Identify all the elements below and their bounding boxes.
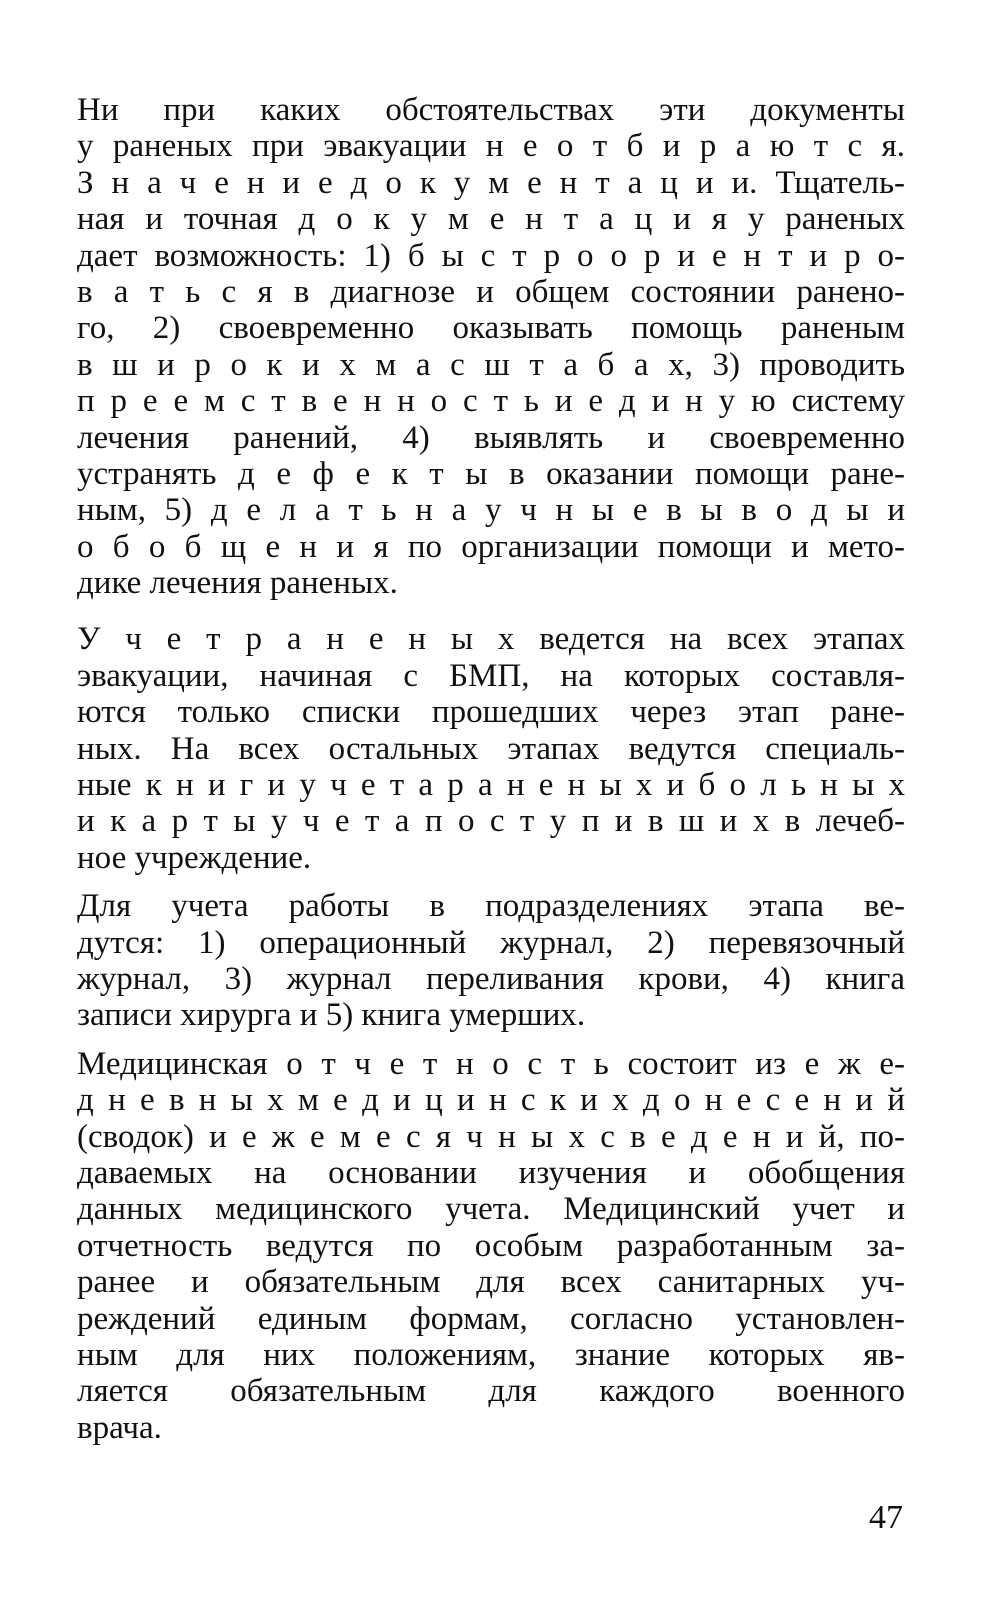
text-line: Медицинская о т ч е т н о с т ь состоит из е ж е- — [77, 1045, 905, 1082]
paragraph-gap — [77, 601, 905, 621]
text-line: д н е в н ы х м е д и ц и н с к и х д о н е с е н и й — [77, 1082, 905, 1119]
text-line: ным, 5) д е л а т ь н а у ч н ы е в ы в о д ы и — [77, 492, 905, 529]
paragraph-gap — [77, 876, 905, 888]
text-line: У ч е т р а н е н ы х ведется на всех этапах — [77, 621, 905, 658]
text-line: ных. На всех остальных этапах ведутся специаль- — [77, 730, 905, 767]
text-line: данных медицинского учета. Медицинский учет и — [77, 1191, 905, 1228]
text-line: в а т ь с я в диагнозе и общем состоянии ранено- — [77, 273, 905, 310]
text-line: эвакуации, начиная с БМП, на которых составля- — [77, 657, 905, 694]
text-line: врача. — [77, 1409, 162, 1446]
text-line: го, 2) своевременно оказывать помощь раненым — [77, 310, 905, 347]
text-line: Для учета работы в подразделениях этапа ве- — [77, 888, 905, 925]
text-line: у раненых при эвакуации н е о т б и р а ю т с я. — [77, 128, 905, 165]
text-line: (сводок) и е ж е м е с я ч н ы х с в е д е н и й, по- — [77, 1118, 905, 1155]
page-number: 47 — [869, 1499, 903, 1536]
text-line: ранее и обязательным для всех санитарных уч- — [77, 1264, 905, 1301]
text-line: ляется обязательным для каждого военного — [77, 1373, 905, 1410]
text-line: ным для них положениям, знание которых яв- — [77, 1336, 905, 1373]
text-line: лечения ранений, 4) выявлять и своевременно — [77, 419, 905, 456]
text-line: устранять д е ф е к т ы в оказании помощи ране- — [77, 455, 905, 492]
text-line: Ни при каких обстоятельствах эти документы — [77, 92, 905, 128]
text-line: З н а ч е н и е д о к у м е н т а ц и и. Тщатель- — [77, 164, 905, 201]
text-line: записи хирурга и 5) книга умерших. — [77, 997, 586, 1034]
text-line: дике лечения раненых. — [77, 565, 398, 602]
text-line: ное учреждение. — [77, 839, 312, 876]
paragraph-journals — [77, 888, 905, 1034]
text-line: журнал, 3) журнал переливания крови, 4) книга — [77, 960, 905, 997]
text-line: ная и точная д о к у м е н т а ц и я у раненых — [77, 201, 905, 238]
text-line: ются только списки прошедших через этап ране- — [77, 694, 905, 731]
text-line: п р е е м с т в е н н о с т ь и е д и н у ю систему — [77, 383, 905, 420]
paragraph-gap — [77, 1034, 905, 1046]
paragraph-documents — [77, 92, 905, 601]
text-line: и к а р т ы у ч е т а п о с т у п и в ш и х в лечеб- — [77, 803, 905, 840]
text-line: реждений единым формам, согласно установлен- — [77, 1300, 905, 1337]
text-line: даваемых на основании изучения и обобщения — [77, 1154, 905, 1191]
text-line: в ш и р о к и х м а с ш т а б а х, 3) проводить — [77, 346, 905, 383]
paragraph-reporting — [77, 1046, 905, 1446]
text-line: о б о б щ е н и я по организации помощи и мето- — [77, 528, 905, 565]
text-line: дает возможность: 1) б ы с т р о о р и е н т и р о- — [77, 237, 905, 274]
text-line: ные к н и г и у ч е т а р а н е н ы х и б о л ь н ы х — [77, 767, 905, 804]
text-line: отчетность ведутся по особым разработанным за- — [77, 1227, 905, 1264]
text-line: дутся: 1) операционный журнал, 2) перевязочный — [77, 924, 905, 961]
paragraph-accounting — [77, 621, 905, 876]
body-text — [77, 92, 905, 1446]
